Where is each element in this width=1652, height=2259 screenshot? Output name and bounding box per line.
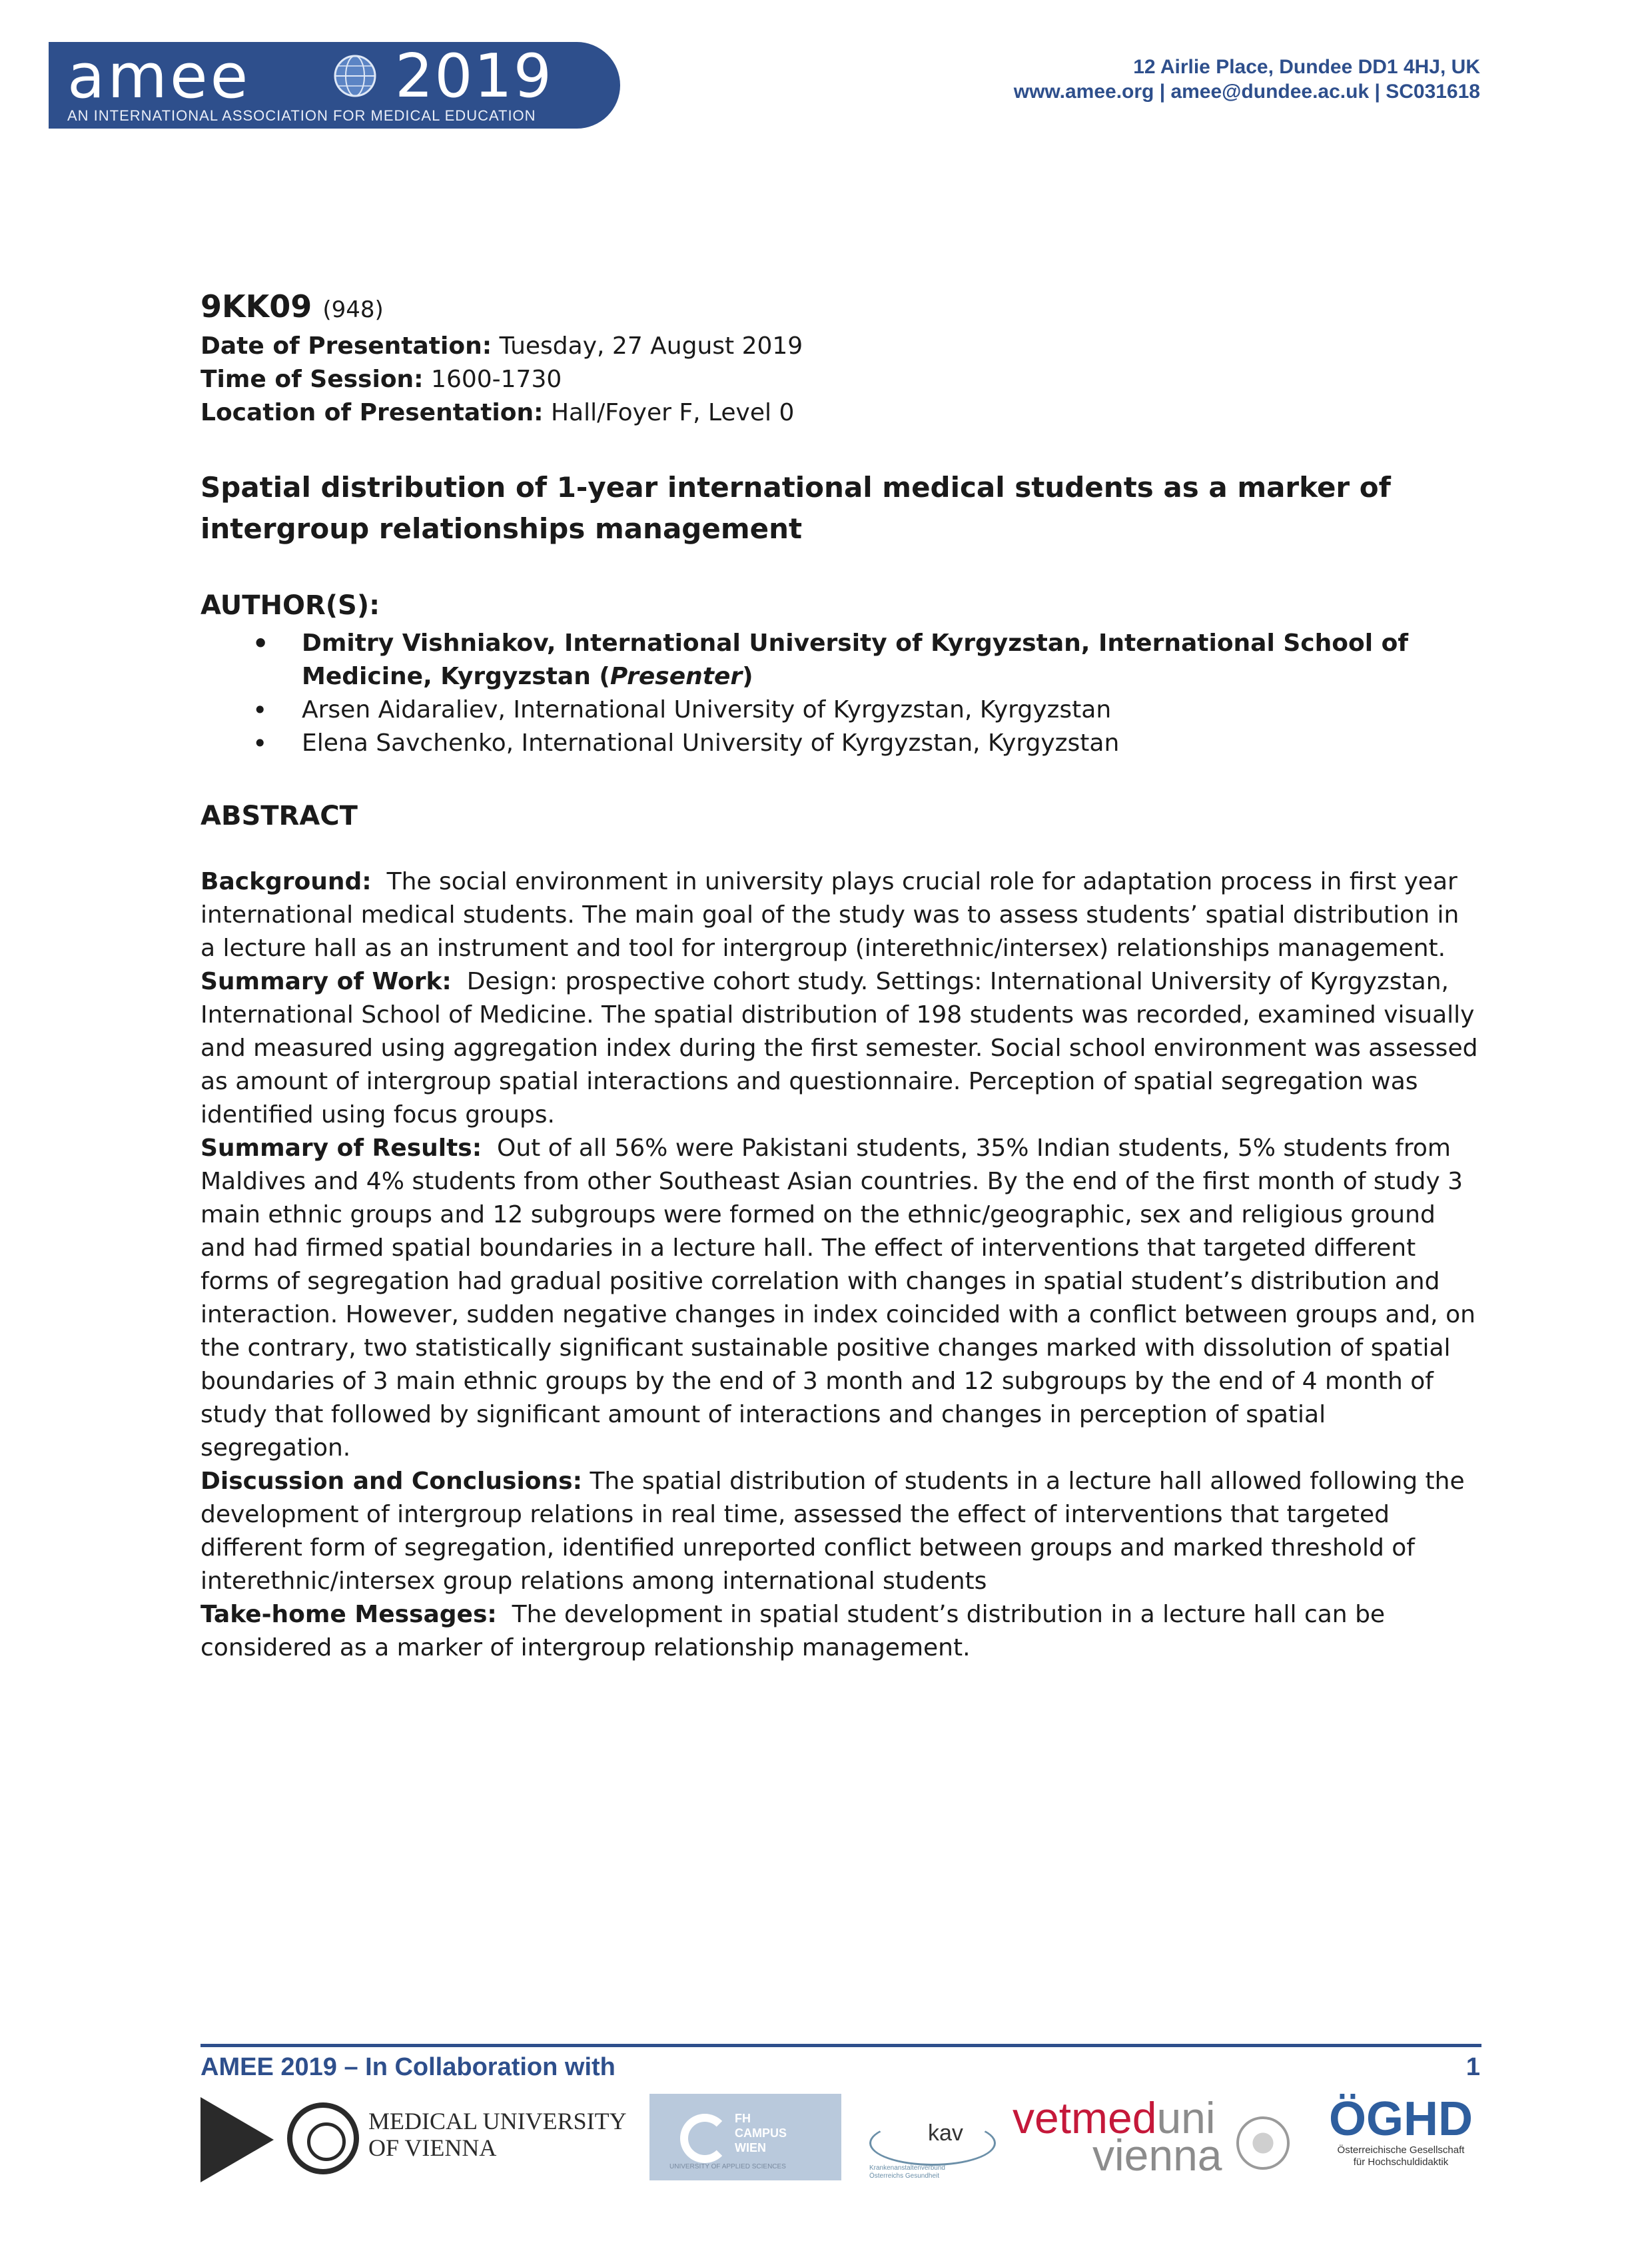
date-value: Tuesday, 27 August 2019 <box>499 332 803 360</box>
time-of-session <box>201 363 1479 396</box>
abstract-section-summary-of-results <box>201 1132 1479 1465</box>
authors-heading: AUTHOR(S): <box>201 590 380 621</box>
location-label: Location of Presentation: <box>201 399 544 426</box>
section-text: The spatial distribution of students in a lecture hall allowed following the development of intergroup relations in real time, assessed the effect of interventions that targeted different form of segregation, identified unreported conflict between groups and marked threshold of interethnic/intersex group relations among international students <box>201 1468 1465 1595</box>
medical-university-vienna-logo <box>201 2090 640 2185</box>
logo-wordmark: amee <box>67 41 251 112</box>
logo-year: 2019 <box>395 41 554 111</box>
session-number: (948) <box>322 296 384 323</box>
date-label: Date of Presentation: <box>201 332 492 360</box>
section-text: Design: prospective cohort study. Settings: International University of Kyrgyzstan, International School of Medicine. The spatial distribution of 198 students was recorded, examined visually and measured using aggregation index during the first semester. Social school environment was assessed as amount of intergroup spatial interactions and questionnaire. Perception of spatial segregation was identified using focus groups. <box>201 968 1478 1129</box>
globe-icon <box>332 53 378 99</box>
vienna-text: vienna <box>1092 2130 1222 2180</box>
fh-subtitle: UNIVERSITY OF APPLIED SCIENCES <box>669 2163 786 2170</box>
page-number: 1 <box>1465 2053 1480 2081</box>
amee-logo <box>49 42 620 129</box>
section-text: Out of all 56% were Pakistani students, 35% Indian students, 5% students from Maldives and 4% students from other Southeast Asian countries. By the end of the first month of study 3 main ethnic groups and 12 subgroups were formed on the ethnic/geographic, sex and religious ground and had firmed spatial boundaries in a lecture hall. The effect of interventions that targeted different forms of segregation had gradual positive correlation with changes in spatial student’s distribution and interaction. However, sudden negative changes in index coincided with a conflict between groups and, on the contrary, two statistically significant sustainable positive changes marked with dissolution of spatial boundaries of 3 main ethnic groups by the end of 3 month and 12 subgroups by the end of 4 month of study that followed by significant amount of interactions and changes in perception of spatial segregation. <box>201 1134 1475 1462</box>
author-item: • Elena Savchenko, International University of Kyrgyzstan, Kyrgyzstan <box>201 727 1479 760</box>
abstract-heading: ABSTRACT <box>201 801 358 831</box>
time-value: 1600-1730 <box>431 366 562 393</box>
kav-name: kav <box>928 2120 963 2146</box>
abstract-section-summary-of-work <box>201 965 1479 1132</box>
section-text: The social environment in university plays crucial role for adaptation process in first year international medical students. The main goal of the study was to assess students’ spatial distribution in a lecture hall as an instrument and tool for intergroup (interethnic/intersex) relationships management. <box>201 868 1459 962</box>
web-email-line: www.amee.org | amee@dundee.ac.uk | SC031618 <box>1013 81 1480 103</box>
logo-tagline: AN INTERNATIONAL ASSOCIATION FOR MEDICAL EDUCATION <box>67 107 536 124</box>
contact-address <box>1014 55 1480 104</box>
abstract-section-background <box>201 865 1479 965</box>
vetmeduni-vienna-logo <box>1013 2094 1299 2187</box>
play-triangle-icon <box>201 2097 274 2182</box>
fh-name: FH CAMPUS WIEN <box>735 2112 787 2154</box>
fh-campus-wien-logo <box>649 2094 841 2180</box>
abstract-title: Spatial distribution of 1-year international medical students as a marker of intergroup relationships management <box>201 471 1391 545</box>
oghd-subtitle: Österreichische Gesellschaft für Hochschuldidaktik <box>1337 2144 1465 2168</box>
section-text: The development in spatial student’s distribution in a lecture hall can be considered as a marker of intergroup relationship management. <box>201 1601 1386 1661</box>
oghd-name: ÖGHD <box>1329 2092 1473 2146</box>
date-of-presentation <box>201 330 1479 363</box>
abstract-document <box>201 286 1479 1665</box>
author-item: • Arsen Aidaraliev, International University of Kyrgyzstan, Kyrgyzstan <box>201 693 1479 727</box>
uni-text: uni <box>1156 2093 1216 2142</box>
section-label: Summary of Work: <box>201 968 452 995</box>
location-of-presentation <box>201 396 1479 430</box>
author-list <box>201 627 1479 760</box>
author-item <box>201 627 1479 693</box>
vetmed-text: vetmed <box>1013 2093 1157 2142</box>
location-value: Hall/Foyer F, Level 0 <box>550 399 795 426</box>
section-label: Discussion and Conclusions: <box>201 1468 582 1495</box>
abstract-section-take-home <box>201 1598 1479 1665</box>
section-label: Summary of Results: <box>201 1134 482 1162</box>
abstract-body <box>201 865 1479 1665</box>
footer-collaboration: AMEE 2019 – In Collaboration with <box>201 2053 616 2081</box>
abstract-section-discussion <box>201 1465 1479 1598</box>
muv-name: MEDICAL UNIVERSITY OF VIENNA <box>368 2108 627 2161</box>
address-line: 12 Airlie Place, Dundee DD1 4HJ, UK <box>1133 56 1480 78</box>
session-code <box>201 286 1479 330</box>
oghd-logo <box>1311 2094 1491 2187</box>
time-label: Time of Session: <box>201 366 424 393</box>
section-label: Background: <box>201 868 372 895</box>
university-seal-icon <box>287 2102 359 2174</box>
footer-divider <box>201 2044 1481 2047</box>
author-text: Dmitry Vishniakov, International University of Kyrgyzstan, International School of Medicine, Kyrgyzstan ( <box>302 630 1408 690</box>
session-code-id: 9KK09 <box>201 288 312 324</box>
section-label: Take-home Messages: <box>201 1601 497 1628</box>
fh-c-icon <box>680 2114 729 2163</box>
presenter-role: Presenter <box>610 663 743 690</box>
kav-logo <box>869 2095 996 2182</box>
author-close: ) <box>742 663 753 690</box>
vetmed-seal-icon <box>1236 2116 1290 2170</box>
kav-subtitle: Krankenanstaltenverbund Österreichs Gesundheit <box>869 2164 945 2180</box>
